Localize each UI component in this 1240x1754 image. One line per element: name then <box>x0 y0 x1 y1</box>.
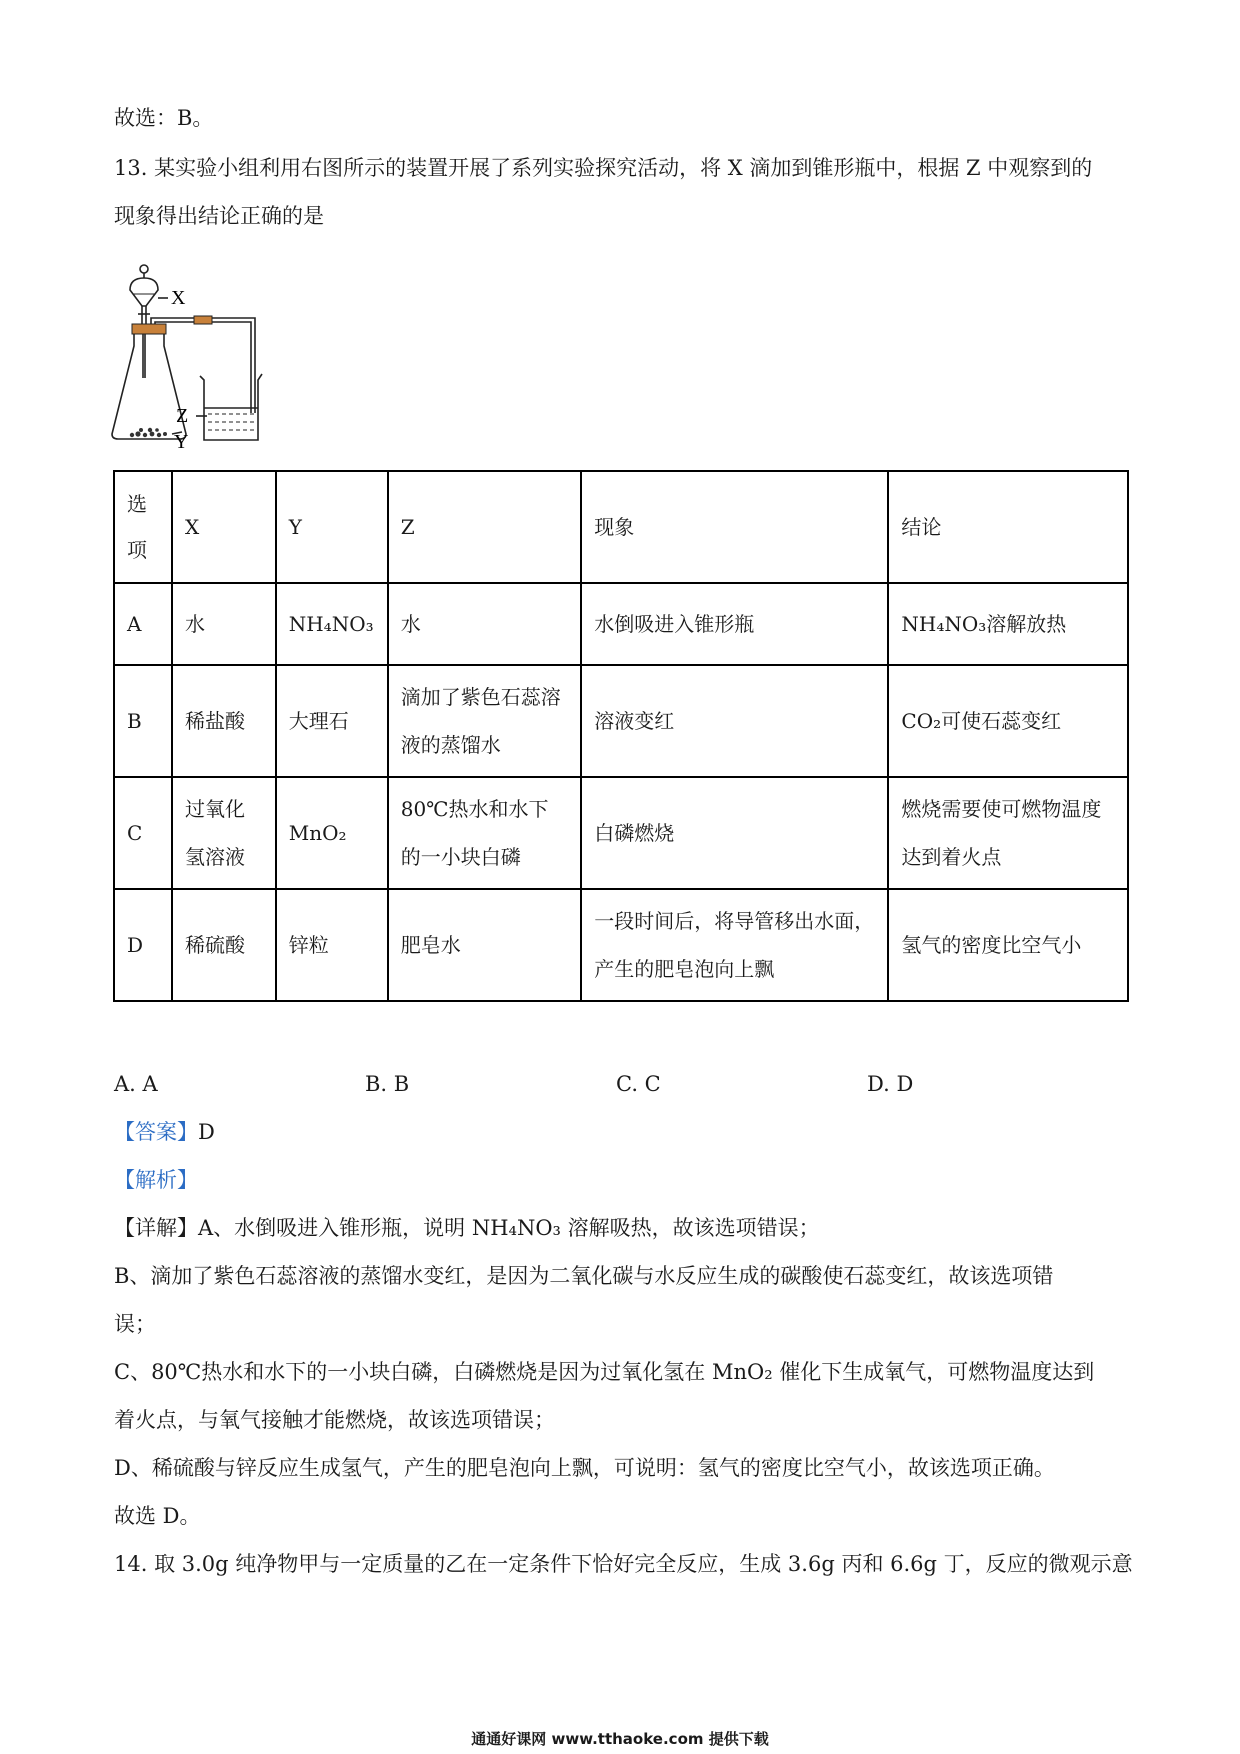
row-conclusion: 氢气的密度比空气小 <box>888 889 1128 1001</box>
row-z: 水 <box>388 583 582 665</box>
explanation-line-a <box>114 1214 820 1242</box>
answer-value: D <box>198 1120 215 1144</box>
row-x: 稀硫酸 <box>172 889 276 1001</box>
explanation-line-b2: 误； <box>114 1312 156 1336</box>
answer-label: 【答案】 <box>114 1120 198 1144</box>
footer-watermark: 通通好课网 www.tthaoke.com 提供下载 <box>471 1730 769 1748</box>
header-conclusion: 结论 <box>888 471 1128 583</box>
option-c: C. C <box>616 1072 661 1096</box>
row-conclusion: 燃烧需要使可燃物温度达到着火点 <box>888 777 1128 889</box>
table-row <box>114 889 1128 1001</box>
label-y: Y <box>174 431 189 453</box>
row-y: 大理石 <box>276 665 388 777</box>
row-z: 肥皂水 <box>388 889 582 1001</box>
row-phenomenon: 白磷燃烧 <box>581 777 888 889</box>
analysis-label: 【解析】 <box>114 1168 198 1192</box>
row-y: 锌粒 <box>276 889 388 1001</box>
label-x: X <box>171 287 186 309</box>
explanation-line-c1: C、80℃热水和水下的一小块白磷，白磷燃烧是因为过氧化氢在 MnO₂ 催化下生成氧气，可燃物温度达到 <box>114 1360 1095 1384</box>
table-header-row <box>114 471 1128 583</box>
table-row <box>114 665 1128 777</box>
option-d: D. D <box>867 1072 914 1096</box>
option-a: A. A <box>114 1072 158 1096</box>
row-phenomenon: 溶液变红 <box>581 665 888 777</box>
row-x: 水 <box>172 583 276 665</box>
row-z: 滴加了紫色石蕊溶液的蒸馏水 <box>388 665 582 777</box>
row-option: D <box>114 889 172 1001</box>
table-row <box>114 583 1128 665</box>
experiment-apparatus-diagram <box>110 258 310 458</box>
row-y: NH₄NO₃ <box>276 583 388 665</box>
previous-conclusion: 故选：B。 <box>114 106 214 130</box>
row-option: A <box>114 583 172 665</box>
explanation-line-b1: B、滴加了紫色石蕊溶液的蒸馏水变红，是因为二氧化碳与水反应生成的碳酸使石蕊变红，故该选项错 <box>114 1264 1054 1288</box>
explanation-text: A、水倒吸进入锥形瓶，说明 NH₄NO₃ 溶解吸热，故该选项错误； <box>198 1216 820 1240</box>
table-row <box>114 777 1128 889</box>
header-x: X <box>172 471 276 583</box>
header-z: Z <box>388 471 582 583</box>
header-y: Y <box>276 471 388 583</box>
row-conclusion: NH₄NO₃溶解放热 <box>888 583 1128 665</box>
question-13-stem-line-1: 13. 某实验小组利用右图所示的装置开展了系列实验探究活动，将 X 滴加到锥形瓶中，根据 Z 中观察到的 <box>114 156 1093 180</box>
final-answer: 故选 D。 <box>114 1504 201 1528</box>
row-x: 过氧化氢溶液 <box>172 777 276 889</box>
row-conclusion: CO₂可使石蕊变红 <box>888 665 1128 777</box>
header-phenomenon: 现象 <box>581 471 888 583</box>
row-x: 稀盐酸 <box>172 665 276 777</box>
row-phenomenon: 水倒吸进入锥形瓶 <box>581 583 888 665</box>
label-z: Z <box>176 405 189 427</box>
row-phenomenon: 一段时间后，将导管移出水面，产生的肥皂泡向上飘 <box>581 889 888 1001</box>
row-y: MnO₂ <box>276 777 388 889</box>
answer-line <box>114 1118 215 1146</box>
explanation-line-d: D、稀硫酸与锌反应生成氢气，产生的肥皂泡向上飘，可说明：氢气的密度比空气小，故该选项正确。 <box>114 1456 1055 1480</box>
detail-label: 【详解】 <box>114 1216 198 1240</box>
question-13-options-table <box>113 470 1129 1002</box>
row-z: 80℃热水和水下的一小块白磷 <box>388 777 582 889</box>
question-13-stem-line-2: 现象得出结论正确的是 <box>114 204 324 228</box>
explanation-line-c2: 着火点，与氧气接触才能燃烧，故该选项错误； <box>114 1408 555 1432</box>
option-b: B. B <box>365 1072 410 1096</box>
row-option: B <box>114 665 172 777</box>
header-option: 选项 <box>114 471 172 583</box>
row-option: C <box>114 777 172 889</box>
question-14-stem-line-1: 14. 取 3.0g 纯净物甲与一定质量的乙在一定条件下恰好完全反应，生成 3.6g 丙和 6.6g 丁，反应的微观示意 <box>114 1552 1133 1576</box>
